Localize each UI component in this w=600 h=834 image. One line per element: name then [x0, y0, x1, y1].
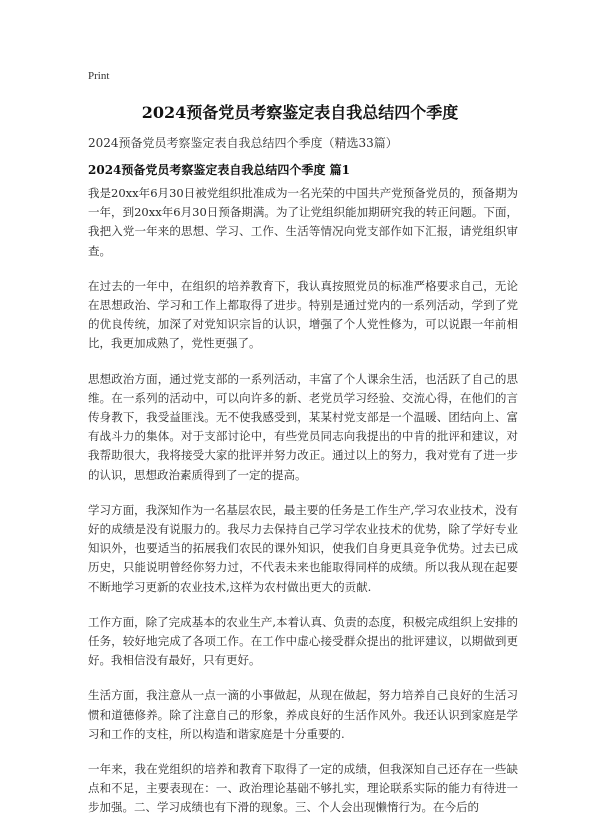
print-label[interactable]: Print — [88, 70, 110, 82]
paragraph-shortcomings: 一年来，我在党组织的培养和教育下取得了一定的成绩，但我深知自己还存在一些缺点和不足，主要表现在：一、政治理论基础不够扎实，理论联系实际的能力有待进一步加强。二、学习成绩也有下滑的现象。三、个人会出现懒惰行为。在今后的 — [88, 762, 518, 815]
page-title: 2024预备党员考察鉴定表自我总结四个季度 — [141, 103, 459, 122]
section-heading: 2024预备党员考察鉴定表自我总结四个季度 篇1 — [88, 163, 350, 177]
paragraph-ideology: 思想政治方面，通过党支部的一系列活动，丰富了个人课余生活，也活跃了自己的思维。在一系列的活动中，可以向许多的新、老党员学习经验、交流心得，在他们的言传身教下，我受益匪浅。无不使我感受到，某某村党支部是一个温暖、团结向上、富有战斗力的集体。对于支部讨论中，有些党员同志向我提出的中肯的批评和建议，对我帮助很大，我将接受大家的批评并努力改正。通过以上的努力，我对党有了进一步的认识，思想政治素质得到了一定的提高。 — [88, 371, 518, 482]
paragraph-intro: 我是20xx年6月30日被党组织批准成为一名光荣的中国共产党预备党员的，预备期为一年，到20xx年6月30日预备期满。为了让党组织能加期研究我的转正问题。下面，我把入党一年来的思想、学习、工作、生活等情况向党支部作如下汇报，请党组织审查。 — [88, 186, 518, 258]
article-body — [88, 184, 518, 834]
paragraph-work: 工作方面，除了完成基本的农业生产,本着认真、负责的态度，积极完成组织上安排的任务，较好地完成了各项工作。在工作中虚心接受群众提出的批评建议，以期做到更好。我相信没有最好，只有更好。 — [88, 614, 518, 668]
paragraph-overview: 在过去的一年中，在组织的培养教育下，我认真按照党员的标准严格要求自己，无论在思想政治、学习和工作上都取得了进步。特别是通过党内的一系列活动，学到了党的优良传统，加深了对党知识宗旨的认识，增强了个人党性修为，可以说跟一年前相比，我更加成熟了，党性更强了。 — [88, 278, 518, 351]
paragraph-study: 学习方面，我深知作为一名基层农民，最主要的任务是工作生产,学习农业技术，没有好的成绩是没有说服力的。我尽力去保持自己学习学农业技术的优势，除了学好专业知识外，也要适当的拓展我们农民的课外知识，使我们自身更具竞争优势。过去已成历史，只能说明曾经你努力过，不代表未来也能取得同样的成绩。所以我从现在起要不断地学习更新的农业技术,这样为农村做出更大的贡献. — [88, 502, 518, 594]
document-subtitle: 2024预备党员考察鉴定表自我总结四个季度（精选33篇） — [88, 136, 398, 150]
paragraph-life: 生活方面，我注意从一点一滴的小事做起，从现在做起，努力培养自己良好的生活习惯和道德修养。除了注意自己的形象，养成良好的生活作风外。我还认识到家庭是学习和工作的支柱，所以构造和谐家庭是十分重要的. — [88, 688, 518, 741]
